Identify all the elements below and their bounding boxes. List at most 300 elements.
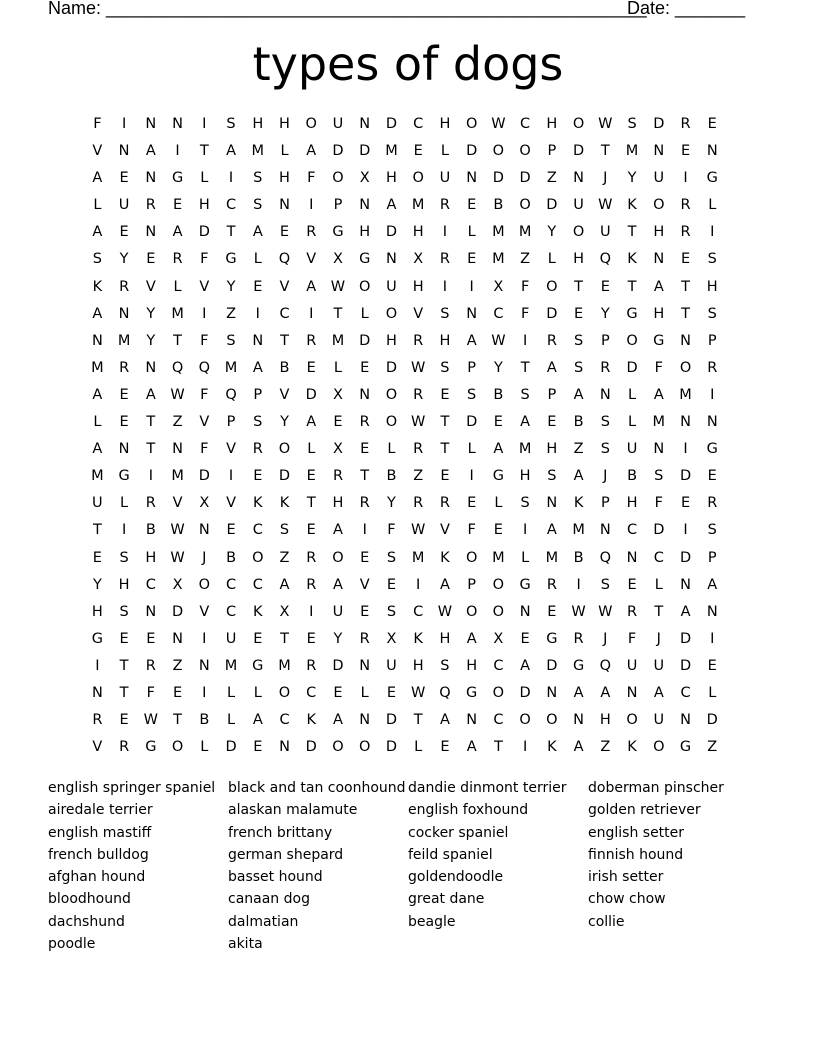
grid-letter[interactable]: N: [91, 332, 103, 349]
grid-letter[interactable]: D: [385, 712, 398, 729]
grid-letter[interactable]: C: [680, 684, 691, 701]
grid-letter[interactable]: E: [413, 143, 423, 160]
grid-letter[interactable]: H: [599, 712, 611, 729]
grid-letter[interactable]: O: [198, 576, 211, 593]
grid-letter[interactable]: T: [280, 332, 289, 349]
grid-letter[interactable]: W: [411, 684, 426, 701]
grid-letter[interactable]: Y: [547, 224, 557, 241]
grid-letter[interactable]: C: [493, 712, 504, 729]
grid-letter[interactable]: E: [360, 359, 370, 376]
grid-letter[interactable]: F: [93, 116, 102, 132]
grid-letter[interactable]: W: [598, 116, 613, 132]
grid-letter[interactable]: R: [92, 712, 103, 729]
grid-letter[interactable]: M: [518, 441, 532, 458]
grid-letter[interactable]: M: [117, 332, 131, 349]
grid-letter[interactable]: O: [653, 197, 665, 214]
grid-letter[interactable]: O: [359, 278, 371, 295]
grid-letter[interactable]: L: [253, 251, 262, 268]
grid-letter[interactable]: D: [679, 630, 692, 647]
grid-letter[interactable]: E: [146, 251, 156, 268]
grid-letter[interactable]: H: [466, 657, 478, 674]
grid-letter[interactable]: I: [175, 143, 180, 160]
grid-letter[interactable]: R: [413, 441, 424, 458]
grid-letter[interactable]: N: [653, 441, 665, 458]
grid-letter[interactable]: T: [280, 630, 289, 647]
grid-letter[interactable]: D: [679, 549, 692, 566]
grid-letter[interactable]: F: [520, 278, 530, 295]
grid-letter[interactable]: L: [628, 414, 637, 431]
grid-letter[interactable]: D: [546, 657, 558, 674]
grid-letter[interactable]: F: [307, 170, 316, 187]
grid-letter[interactable]: U: [118, 197, 130, 214]
grid-letter[interactable]: G: [679, 739, 692, 756]
grid-letter[interactable]: T: [173, 332, 182, 349]
grid-letter[interactable]: B: [279, 359, 290, 376]
grid-letter[interactable]: M: [91, 359, 104, 376]
grid-letter[interactable]: S: [707, 251, 717, 268]
grid-letter[interactable]: N: [653, 251, 665, 268]
grid-letter[interactable]: I: [576, 576, 581, 593]
grid-letter[interactable]: W: [411, 522, 426, 539]
grid-letter[interactable]: K: [440, 549, 450, 566]
grid-letter[interactable]: U: [439, 170, 451, 187]
grid-letter[interactable]: X: [359, 170, 370, 187]
grid-letter[interactable]: N: [118, 441, 130, 458]
grid-letter[interactable]: V: [226, 495, 236, 512]
grid-letter[interactable]: W: [491, 332, 506, 349]
grid-letter[interactable]: G: [706, 170, 718, 187]
grid-letter[interactable]: H: [252, 116, 264, 132]
grid-letter[interactable]: L: [226, 684, 236, 701]
grid-letter[interactable]: N: [706, 143, 718, 160]
grid-letter[interactable]: N: [145, 359, 157, 376]
grid-letter[interactable]: M: [171, 305, 184, 322]
grid-letter[interactable]: W: [411, 359, 426, 376]
grid-letter[interactable]: N: [172, 630, 183, 647]
grid-letter[interactable]: H: [359, 224, 371, 241]
grid-letter[interactable]: R: [707, 359, 718, 376]
grid-letter[interactable]: I: [522, 739, 528, 756]
grid-letter[interactable]: E: [574, 305, 584, 322]
grid-letter[interactable]: E: [119, 712, 129, 729]
grid-letter[interactable]: K: [253, 603, 263, 620]
grid-letter[interactable]: H: [653, 224, 665, 241]
grid-letter[interactable]: N: [198, 522, 210, 539]
grid-letter[interactable]: E: [547, 603, 557, 620]
grid-letter[interactable]: E: [119, 224, 129, 241]
grid-letter[interactable]: K: [279, 495, 290, 512]
grid-letter[interactable]: W: [411, 414, 426, 431]
grid-letter[interactable]: E: [520, 630, 530, 647]
grid-letter[interactable]: E: [680, 143, 691, 160]
grid-letter[interactable]: A: [680, 603, 691, 620]
grid-letter[interactable]: D: [492, 170, 504, 187]
grid-letter[interactable]: R: [119, 739, 130, 756]
grid-letter[interactable]: E: [306, 630, 316, 647]
grid-letter[interactable]: D: [626, 359, 638, 376]
grid-letter[interactable]: N: [573, 170, 585, 187]
grid-letter[interactable]: H: [412, 657, 424, 674]
grid-letter[interactable]: D: [359, 143, 371, 160]
grid-letter[interactable]: T: [119, 684, 129, 701]
grid-letter[interactable]: R: [439, 251, 450, 268]
grid-letter[interactable]: S: [600, 441, 610, 458]
grid-letter[interactable]: D: [305, 386, 317, 403]
grid-letter[interactable]: T: [360, 468, 370, 485]
grid-letter[interactable]: A: [252, 359, 263, 376]
grid-letter[interactable]: G: [171, 170, 184, 187]
grid-letter[interactable]: S: [119, 549, 129, 566]
grid-letter[interactable]: Q: [278, 251, 291, 268]
grid-letter[interactable]: N: [91, 684, 103, 701]
grid-letter[interactable]: H: [573, 251, 585, 268]
grid-letter[interactable]: H: [412, 224, 424, 241]
grid-letter[interactable]: H: [145, 549, 157, 566]
grid-letter[interactable]: I: [362, 522, 367, 539]
grid-letter[interactable]: D: [332, 657, 344, 674]
grid-letter[interactable]: H: [412, 278, 424, 295]
grid-letter[interactable]: I: [710, 630, 715, 647]
grid-letter[interactable]: O: [412, 170, 424, 187]
grid-letter[interactable]: N: [145, 603, 157, 620]
grid-letter[interactable]: D: [305, 739, 317, 756]
grid-letter[interactable]: F: [387, 522, 396, 539]
grid-letter[interactable]: A: [546, 522, 557, 539]
grid-letter[interactable]: E: [306, 468, 316, 485]
grid-letter[interactable]: M: [171, 468, 184, 485]
grid-letter[interactable]: B: [573, 414, 584, 431]
grid-letter[interactable]: Q: [439, 684, 451, 701]
grid-letter[interactable]: O: [679, 359, 692, 376]
grid-letter[interactable]: N: [279, 197, 290, 214]
grid-letter[interactable]: S: [253, 197, 263, 214]
grid-letter[interactable]: R: [306, 332, 317, 349]
grid-letter[interactable]: Z: [172, 414, 183, 431]
grid-letter[interactable]: U: [332, 116, 344, 132]
grid-letter[interactable]: A: [707, 576, 718, 593]
grid-letter[interactable]: D: [546, 197, 558, 214]
grid-letter[interactable]: F: [467, 522, 476, 539]
grid-letter[interactable]: E: [440, 739, 450, 756]
grid-letter[interactable]: C: [413, 603, 424, 620]
grid-letter[interactable]: H: [385, 332, 397, 349]
grid-letter[interactable]: Y: [146, 332, 156, 349]
grid-letter[interactable]: H: [706, 278, 718, 295]
grid-letter[interactable]: M: [278, 657, 291, 674]
grid-letter[interactable]: O: [492, 576, 505, 593]
grid-letter[interactable]: N: [359, 197, 371, 214]
grid-letter[interactable]: R: [145, 495, 156, 512]
grid-letter[interactable]: E: [627, 576, 637, 593]
grid-letter[interactable]: W: [170, 386, 185, 403]
grid-letter[interactable]: L: [253, 684, 262, 701]
grid-letter[interactable]: N: [145, 116, 157, 132]
grid-letter[interactable]: Y: [119, 251, 129, 268]
grid-letter[interactable]: I: [121, 116, 127, 132]
grid-letter[interactable]: Y: [333, 630, 343, 647]
grid-letter[interactable]: T: [440, 441, 450, 458]
grid-letter[interactable]: J: [656, 630, 661, 647]
grid-letter[interactable]: E: [253, 630, 263, 647]
grid-letter[interactable]: Y: [280, 414, 289, 431]
grid-letter[interactable]: D: [519, 170, 531, 187]
grid-letter[interactable]: O: [278, 684, 291, 701]
grid-letter[interactable]: U: [626, 657, 638, 674]
grid-letter[interactable]: I: [148, 468, 153, 485]
grid-letter[interactable]: I: [228, 170, 234, 187]
grid-letter[interactable]: S: [707, 522, 717, 539]
grid-letter[interactable]: D: [171, 603, 184, 620]
grid-letter[interactable]: T: [226, 224, 236, 241]
grid-letter[interactable]: D: [385, 359, 398, 376]
grid-letter[interactable]: N: [706, 414, 718, 431]
date-field[interactable]: Date: _______: [627, 0, 746, 18]
grid-letter[interactable]: S: [279, 522, 290, 539]
grid-letter[interactable]: T: [681, 278, 690, 295]
grid-letter[interactable]: N: [706, 603, 718, 620]
grid-letter[interactable]: D: [466, 414, 478, 431]
grid-letter[interactable]: P: [467, 359, 477, 376]
grid-letter[interactable]: E: [360, 603, 370, 620]
grid-letter[interactable]: E: [333, 684, 343, 701]
grid-letter[interactable]: Y: [146, 305, 156, 322]
grid-letter[interactable]: U: [653, 657, 665, 674]
grid-letter[interactable]: N: [573, 712, 585, 729]
grid-letter[interactable]: D: [385, 116, 398, 132]
grid-letter[interactable]: A: [573, 684, 584, 701]
grid-letter[interactable]: M: [251, 143, 265, 160]
grid-letter[interactable]: I: [442, 224, 448, 241]
grid-letter[interactable]: C: [225, 576, 237, 593]
grid-letter[interactable]: Z: [172, 657, 183, 674]
grid-letter[interactable]: I: [522, 522, 528, 539]
grid-letter[interactable]: V: [92, 143, 103, 160]
grid-letter[interactable]: M: [625, 143, 639, 160]
grid-letter[interactable]: A: [386, 197, 397, 214]
grid-letter[interactable]: R: [306, 576, 317, 593]
grid-letter[interactable]: R: [600, 359, 611, 376]
grid-letter[interactable]: S: [707, 305, 717, 322]
grid-letter[interactable]: E: [680, 495, 691, 512]
grid-letter[interactable]: U: [600, 224, 611, 241]
grid-letter[interactable]: V: [199, 414, 210, 431]
grid-letter[interactable]: B: [226, 549, 237, 566]
grid-letter[interactable]: M: [385, 143, 398, 160]
grid-letter[interactable]: R: [546, 332, 557, 349]
grid-letter[interactable]: J: [603, 630, 608, 647]
grid-letter[interactable]: R: [359, 495, 370, 512]
grid-letter[interactable]: R: [119, 359, 130, 376]
grid-letter[interactable]: H: [118, 576, 130, 593]
grid-letter[interactable]: V: [279, 278, 290, 295]
grid-letter[interactable]: D: [198, 468, 210, 485]
grid-letter[interactable]: W: [437, 603, 453, 620]
grid-letter[interactable]: E: [172, 197, 183, 214]
grid-letter[interactable]: C: [493, 657, 504, 674]
grid-letter[interactable]: I: [522, 332, 528, 349]
grid-letter[interactable]: X: [493, 630, 504, 647]
grid-letter[interactable]: S: [253, 170, 263, 187]
grid-letter[interactable]: T: [199, 143, 209, 160]
grid-letter[interactable]: E: [600, 278, 610, 295]
grid-letter[interactable]: F: [200, 251, 209, 268]
grid-letter[interactable]: R: [413, 386, 424, 403]
grid-letter[interactable]: O: [519, 143, 531, 160]
grid-letter[interactable]: K: [413, 630, 423, 647]
grid-letter[interactable]: M: [411, 197, 425, 214]
grid-letter[interactable]: L: [708, 197, 717, 214]
grid-letter[interactable]: D: [706, 712, 718, 729]
grid-letter[interactable]: L: [120, 495, 129, 512]
grid-letter[interactable]: D: [385, 224, 398, 241]
grid-letter[interactable]: D: [225, 739, 237, 756]
grid-letter[interactable]: N: [172, 441, 183, 458]
grid-letter[interactable]: T: [600, 143, 610, 160]
grid-letter[interactable]: A: [573, 386, 584, 403]
grid-letter[interactable]: O: [278, 441, 291, 458]
grid-letter[interactable]: E: [360, 441, 370, 458]
grid-letter[interactable]: S: [600, 576, 610, 593]
grid-letter[interactable]: A: [145, 143, 156, 160]
grid-letter[interactable]: S: [440, 305, 450, 322]
grid-letter[interactable]: F: [200, 441, 209, 458]
grid-letter[interactable]: G: [252, 657, 264, 674]
grid-letter[interactable]: C: [145, 576, 156, 593]
grid-letter[interactable]: L: [360, 684, 369, 701]
grid-letter[interactable]: O: [332, 170, 344, 187]
grid-letter[interactable]: Y: [387, 495, 396, 512]
grid-letter[interactable]: W: [491, 116, 506, 132]
grid-letter[interactable]: G: [118, 468, 130, 485]
grid-letter[interactable]: R: [680, 224, 691, 241]
grid-letter[interactable]: N: [466, 712, 478, 729]
grid-letter[interactable]: T: [627, 278, 637, 295]
grid-letter[interactable]: X: [172, 576, 183, 593]
grid-letter[interactable]: O: [626, 712, 638, 729]
grid-letter[interactable]: I: [710, 224, 715, 241]
grid-letter[interactable]: L: [467, 224, 476, 241]
grid-letter[interactable]: T: [627, 224, 637, 241]
grid-letter[interactable]: U: [653, 170, 665, 187]
grid-letter[interactable]: L: [440, 143, 449, 160]
grid-letter[interactable]: I: [202, 684, 207, 701]
grid-letter[interactable]: H: [198, 197, 210, 214]
grid-letter[interactable]: M: [545, 549, 559, 566]
grid-letter[interactable]: Z: [546, 170, 557, 187]
grid-letter[interactable]: H: [546, 116, 558, 132]
grid-letter[interactable]: I: [683, 170, 688, 187]
grid-letter[interactable]: R: [252, 441, 263, 458]
grid-letter[interactable]: I: [202, 116, 207, 132]
grid-letter[interactable]: A: [439, 712, 450, 729]
grid-letter[interactable]: I: [469, 468, 474, 485]
grid-letter[interactable]: P: [467, 576, 477, 593]
grid-letter[interactable]: A: [226, 143, 236, 160]
grid-letter[interactable]: N: [118, 143, 130, 160]
grid-letter[interactable]: B: [493, 386, 504, 403]
grid-letter[interactable]: C: [225, 197, 237, 214]
grid-letter[interactable]: N: [172, 116, 183, 132]
grid-letter[interactable]: A: [573, 739, 584, 756]
grid-letter[interactable]: D: [466, 143, 478, 160]
grid-letter[interactable]: P: [226, 414, 236, 431]
grid-letter[interactable]: A: [466, 739, 477, 756]
grid-letter[interactable]: E: [119, 170, 129, 187]
grid-letter[interactable]: H: [332, 495, 344, 512]
grid-letter[interactable]: N: [546, 495, 558, 512]
grid-letter[interactable]: O: [171, 739, 184, 756]
grid-letter[interactable]: N: [599, 386, 611, 403]
grid-letter[interactable]: C: [626, 522, 638, 539]
grid-letter[interactable]: O: [492, 684, 505, 701]
grid-letter[interactable]: S: [467, 386, 477, 403]
grid-letter[interactable]: R: [359, 630, 370, 647]
grid-letter[interactable]: Y: [92, 576, 102, 593]
grid-letter[interactable]: C: [413, 116, 424, 132]
grid-letter[interactable]: C: [279, 712, 290, 729]
grid-letter[interactable]: B: [386, 468, 397, 485]
grid-letter[interactable]: X: [413, 251, 424, 268]
grid-letter[interactable]: J: [603, 468, 608, 485]
grid-letter[interactable]: X: [386, 630, 397, 647]
grid-letter[interactable]: V: [145, 278, 156, 295]
grid-letter[interactable]: D: [679, 657, 692, 674]
grid-letter[interactable]: T: [413, 712, 423, 729]
grid-letter[interactable]: Y: [226, 278, 236, 295]
grid-letter[interactable]: E: [386, 684, 397, 701]
grid-letter[interactable]: V: [199, 603, 210, 620]
grid-letter[interactable]: A: [306, 143, 317, 160]
grid-letter[interactable]: R: [359, 414, 370, 431]
grid-letter[interactable]: U: [225, 630, 237, 647]
grid-letter[interactable]: A: [252, 224, 263, 241]
grid-letter[interactable]: G: [706, 441, 718, 458]
grid-letter[interactable]: G: [91, 630, 103, 647]
grid-letter[interactable]: N: [680, 712, 691, 729]
grid-letter[interactable]: A: [92, 170, 103, 187]
grid-letter[interactable]: S: [573, 332, 584, 349]
grid-letter[interactable]: H: [546, 441, 558, 458]
grid-letter[interactable]: C: [306, 684, 317, 701]
grid-letter[interactable]: C: [252, 522, 263, 539]
grid-letter[interactable]: H: [519, 468, 531, 485]
grid-letter[interactable]: L: [173, 278, 182, 295]
grid-letter[interactable]: E: [467, 495, 477, 512]
grid-letter[interactable]: G: [572, 657, 585, 674]
grid-letter[interactable]: O: [572, 116, 585, 132]
grid-letter[interactable]: R: [145, 657, 156, 674]
grid-letter[interactable]: T: [681, 305, 690, 322]
grid-letter[interactable]: F: [627, 630, 637, 647]
grid-letter[interactable]: O: [465, 603, 478, 620]
grid-letter[interactable]: A: [172, 224, 183, 241]
grid-letter[interactable]: D: [198, 224, 210, 241]
grid-letter[interactable]: N: [359, 116, 371, 132]
grid-letter[interactable]: I: [228, 468, 234, 485]
grid-letter[interactable]: A: [92, 224, 103, 241]
grid-letter[interactable]: A: [653, 278, 664, 295]
grid-letter[interactable]: O: [359, 739, 371, 756]
grid-letter[interactable]: P: [600, 495, 610, 512]
grid-letter[interactable]: N: [626, 549, 638, 566]
grid-letter[interactable]: T: [173, 712, 182, 729]
grid-letter[interactable]: S: [547, 468, 557, 485]
grid-letter[interactable]: A: [92, 305, 103, 322]
grid-letter[interactable]: T: [520, 359, 530, 376]
grid-letter[interactable]: O: [492, 143, 505, 160]
grid-letter[interactable]: E: [119, 630, 129, 647]
grid-letter[interactable]: O: [332, 739, 344, 756]
